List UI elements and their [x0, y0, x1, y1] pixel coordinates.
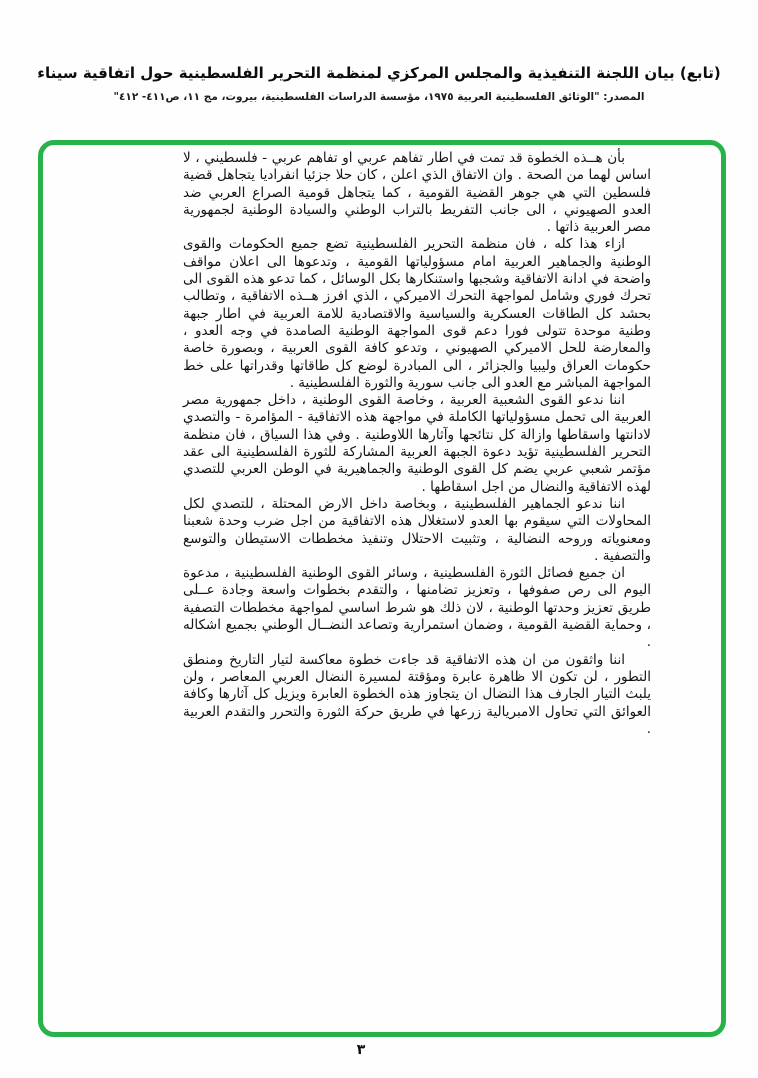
paragraph-2: ازاء هذا كله ، فان منظمة التحرير الفلسطينية تضع جميع الحكومات والقوى الوطنية والجماهير العربية امام مسؤولياتها القومية ، وتدعوها الى اعلان مواقف واضحة في ادانة الاتفاقية وشجبها واستنكارها بكل الوسائل ، كما تدعو هذه القوى الى تحرك فوري وشامل لمواجهة التحرك الاميركي ، الذي افرز هــذه الاتفاقية ، وتطالب بحشد كل الطاقات العسكرية والسياسية والاقتصادية للامة العربية في اطار جبهة وطنية موحدة تتولى فورا دعم قوى المواجهة الوطنية الصامدة في وجه العدو ، والمعارضة للحل الاميركي الصهيوني ، وتدعو كافة القوى العربية ، وبصورة خاصة حكومات العراق وليبيا والجزائر ، الى المبادرة لوضع كل طاقاتها وقدراتها على خط المواجهة المباشر مع العدو الى جانب سورية والثورة الفلسطينية . — [183, 236, 651, 391]
paragraph-3: اننا ندعو القوى الشعبية العربية ، وخاصة القوى الوطنية ، داخل جمهورية مصر العربية الى تحمل مسؤولياتها الكاملة في مواجهة هذه الاتفاقية - المؤامرة - والتصدي لادانتها واسقاطها وازالة كل نتائجها وآثارها اللاوطنية . وفي هذا السياق ، فان منظمة التحرير الفلسطينية تؤيد دعوة الجبهة العربية المشاركة للثورة الفلسطينية الى عقد مؤتمر شعبي عربي يضم كل القوى الوطنية والجماهيرية في الوطن العربي للتصدي لهذه الاتفاقية والنضال من اجل اسقاطها . — [183, 392, 651, 495]
paragraph-4: اننا ندعو الجماهير الفلسطينية ، وبخاصة داخل الارض المحتلة ، للتصدي لكل المحاولات التي سيقوم بها العدو لاستغلال هذه الاتفاقية من اجل ضرب وحدة شعبنا ومعنوياته وروحه النضالية ، وتثبيت الاحتلال وتنفيذ مخططات الاستيطان والتوسع والتصفية . — [183, 495, 651, 564]
content-border-box — [38, 140, 726, 1037]
source-citation-line: المصدر: "الوثائق الفلسطينية العربية ١٩٧٥، مؤسسة الدراسات الفلسطينية، بيروت، مج ١١، ص٤١١- ٤١٢" — [113, 90, 645, 103]
paragraph-6: اننا واثقون من ان هذه الاتفاقية قد جاءت خطوة معاكسة لتيار التاريخ ومنطق التطور ، لن تكون الا ظاهرة عابرة ومؤقتة لمسيرة النضال العربي المعاصر ، ولن يلبث التيار الجارف هذا النضال ان يتجاوز هذه الخطوة العابرة ويزيل كل آثارها وكافة العوائق التي تحاول الامبريالية زرعها في طريق حركة الثورة والتحرر والتقدم العربية . — [183, 651, 651, 737]
document-title: (تابع) بيان اللجنة التنفيذية والمجلس المركزي لمنظمة التحرير الفلسطينية حول اتفاقية سيناء — [37, 64, 721, 82]
paragraph-5: ان جميع فصائل الثورة الفلسطينية ، وسائر القوى الوطنية الفلسطينية ، مدعوة اليوم الى رص صفوفها ، وتعزيز تضامنها ، والتقدم بخطوات واسعة وجادة عــلى طريق تعزيز وحدتها الوطنية ، لان ذلك هو شرط اساسي لمواجهة مخططات التصفية ، وحماية القضية القومية ، وضمان استمرارية وتصاعد النضــال الوطني بجميع اشكاله . — [183, 565, 651, 651]
body-text-block — [183, 150, 651, 738]
paragraph-1: بأن هــذه الخطوة قد تمت في اطار تفاهم عربي او تفاهم عربي - فلسطيني ، لا اساس لهما من الصحة . وان الاتفاق الذي اعلن ، كان حلا جزئيا انفراديا يتجاهل قضية فلسطين التي هي جوهر القضية القومية ، كما يتجاهل قومية الصراع العربي ضد العدو الصهيوني ، الى جانب التفريط بالتراب الوطني والسيادة الوطنية لجمهورية مصر العربية ذاتها . — [183, 150, 651, 236]
page-number: ٣ — [356, 1042, 366, 1058]
